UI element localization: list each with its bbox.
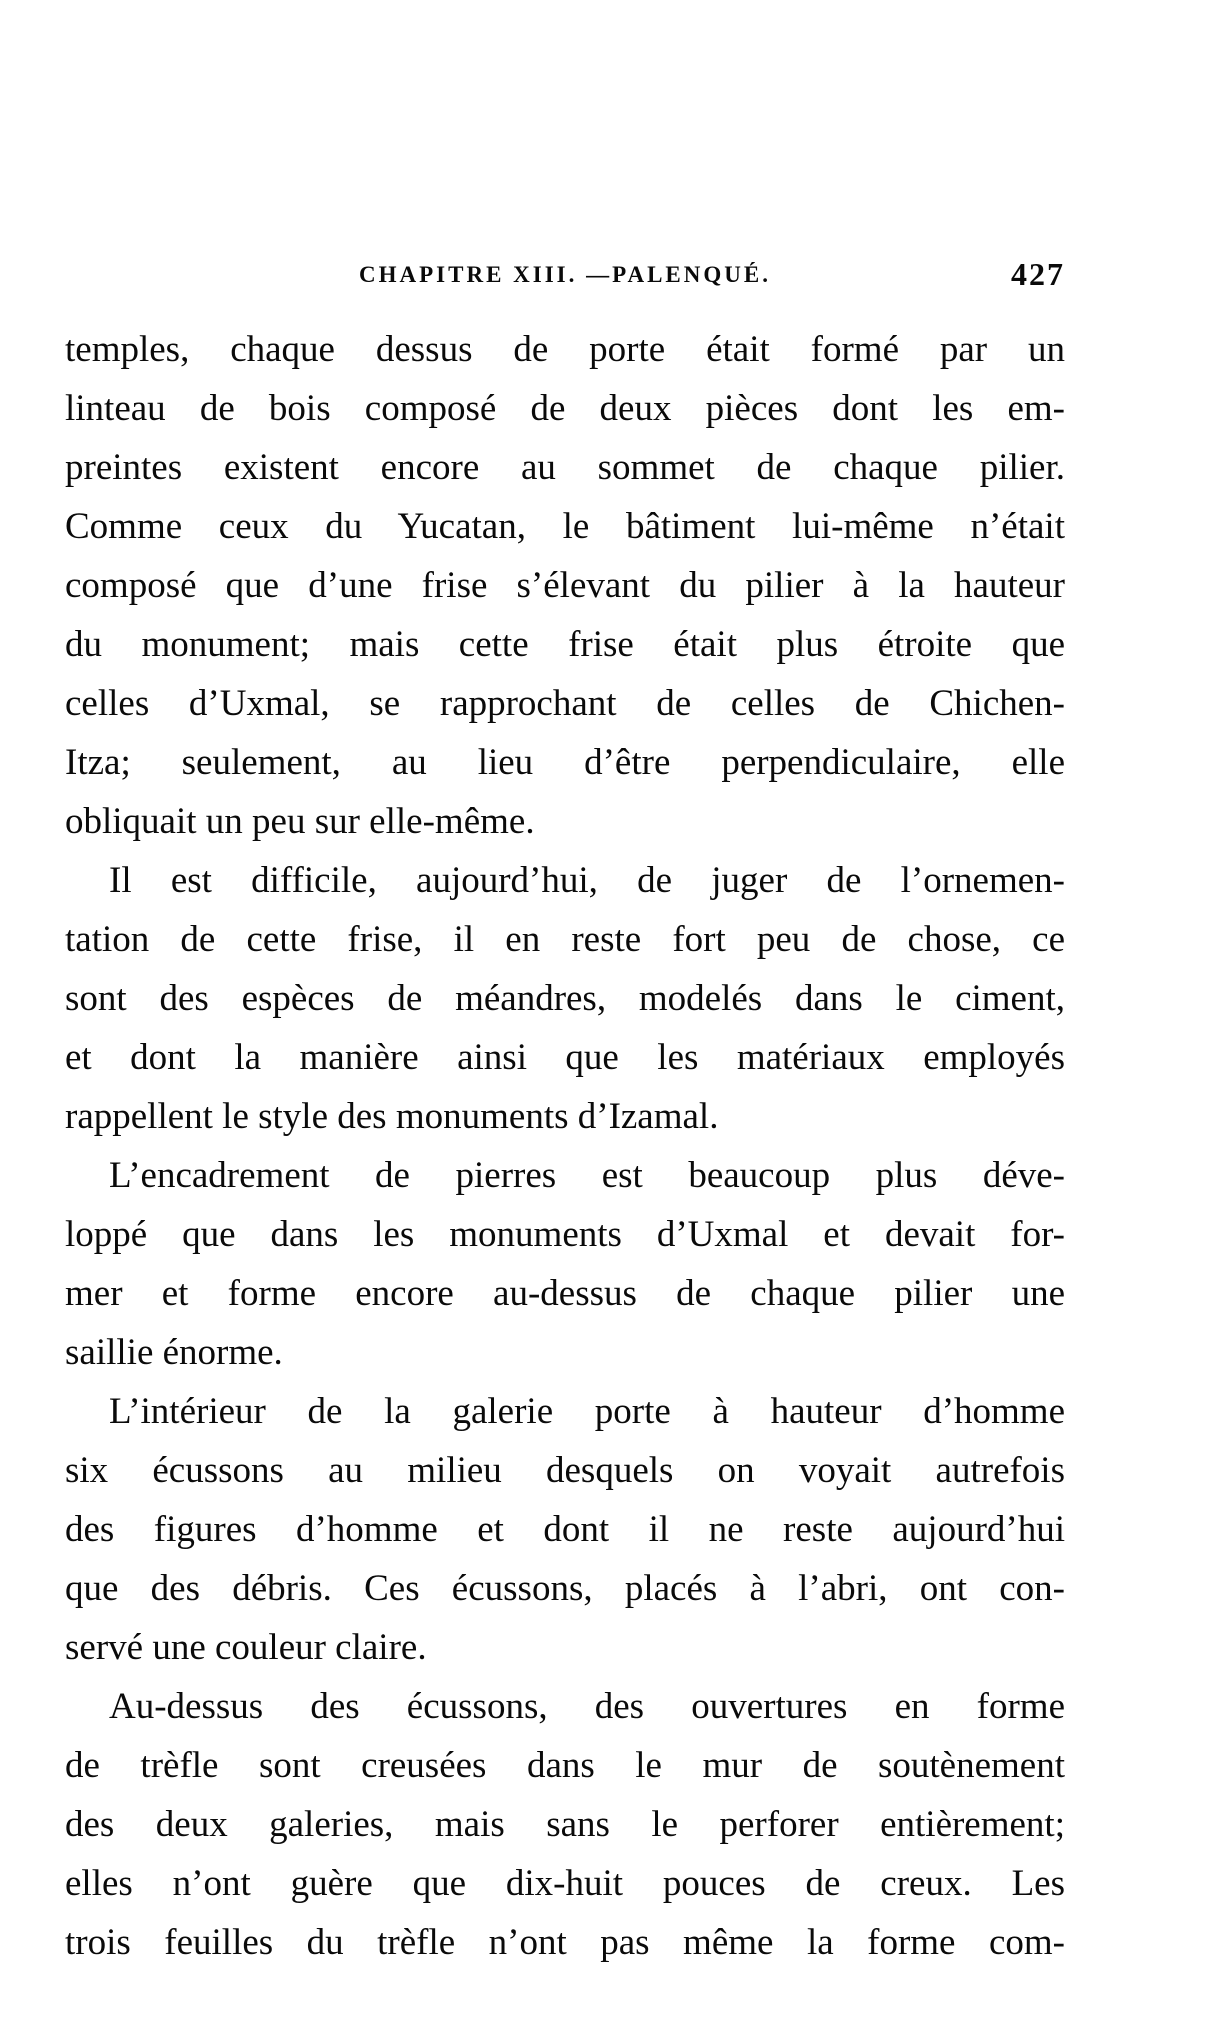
text-line: mer et forme encore au-dessus de chaque pilier une <box>65 1273 1065 1314</box>
text-line: composé que d’une frise s’élevant du pilier à la hauteur <box>65 565 1065 606</box>
running-header <box>65 256 1065 304</box>
text-line: Au-dessus des écussons, des ouvertures en forme <box>109 1686 1065 1727</box>
page-number: 427 <box>1011 256 1065 292</box>
text-line: celles d’Uxmal, se rapprochant de celles de Chichen- <box>65 683 1065 724</box>
text-line: de trèfle sont creusées dans le mur de soutènement <box>65 1745 1065 1786</box>
text-line: trois feuilles du trèfle n’ont pas même la forme com- <box>65 1922 1065 1963</box>
text-line: tation de cette frise, il en reste fort peu de chose, ce <box>65 919 1065 960</box>
text-line: des figures d’homme et dont il ne reste aujourd’hui <box>65 1509 1065 1550</box>
text-line: L’encadrement de pierres est beaucoup plus déve- <box>109 1155 1065 1196</box>
text-line: du monument; mais cette frise était plus étroite que <box>65 624 1065 665</box>
text-line: saillie énorme. <box>65 1332 283 1373</box>
paragraph <box>65 320 1065 851</box>
text-line: obliquait un peu sur elle-même. <box>65 801 535 842</box>
text-line: temples, chaque dessus de porte était formé par un <box>65 329 1065 370</box>
page-body <box>65 320 1065 1972</box>
text-line: loppé que dans les monuments d’Uxmal et devait for- <box>65 1214 1065 1255</box>
paragraph <box>65 1146 1065 1382</box>
text-line: des deux galeries, mais sans le perforer entièrement; <box>65 1804 1065 1845</box>
text-line: Itza; seulement, au lieu d’être perpendiculaire, elle <box>65 742 1065 783</box>
paragraph <box>65 851 1065 1146</box>
text-line: elles n’ont guère que dix-huit pouces de creux. Les <box>65 1863 1065 1904</box>
text-line: Il est difficile, aujourd’hui, de juger de l’ornemen- <box>109 860 1065 901</box>
paragraph <box>65 1382 1065 1677</box>
text-line: et dont la manière ainsi que les matériaux employés <box>65 1037 1065 1078</box>
text-line: Comme ceux du Yucatan, le bâtiment lui-même n’était <box>65 506 1065 547</box>
text-line: preintes existent encore au sommet de chaque pilier. <box>65 447 1065 488</box>
text-line: que des débris. Ces écussons, placés à l’abri, ont con- <box>65 1568 1065 1609</box>
paragraph <box>65 1677 1065 1972</box>
chapter-heading: CHAPITRE XIII. —PALENQUÉ. <box>359 262 771 287</box>
text-line: six écussons au milieu desquels on voyait autrefois <box>65 1450 1065 1491</box>
text-line: sont des espèces de méandres, modelés dans le ciment, <box>65 978 1065 1019</box>
text-line: L’intérieur de la galerie porte à hauteur d’homme <box>109 1391 1065 1432</box>
text-line: rappellent le style des monuments d’Izamal. <box>65 1096 719 1137</box>
text-line: linteau de bois composé de deux pièces dont les em- <box>65 388 1065 429</box>
text-line: servé une couleur claire. <box>65 1627 427 1668</box>
